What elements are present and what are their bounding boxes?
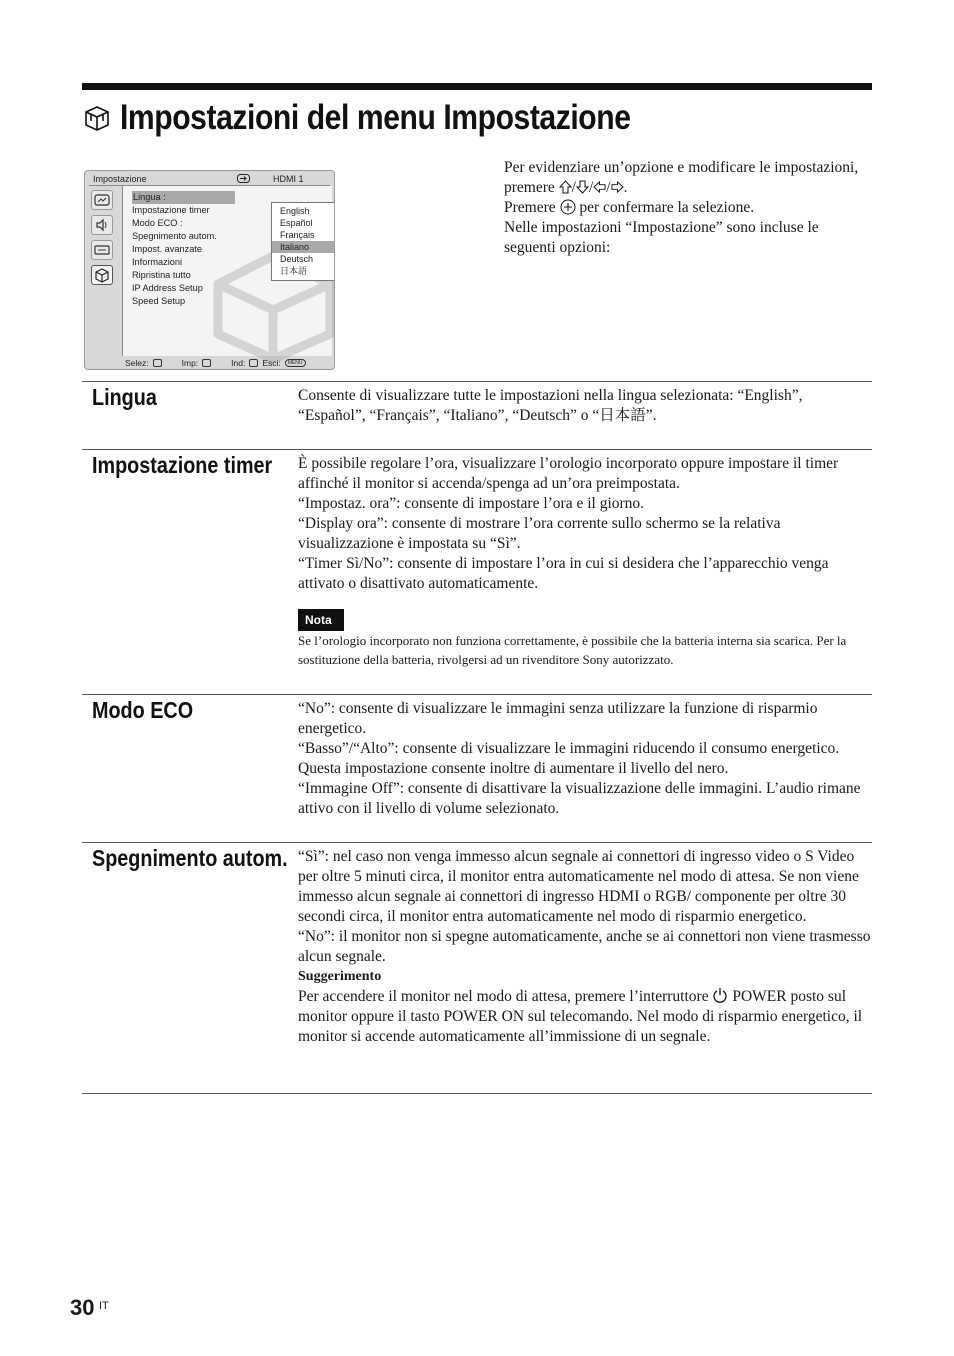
language-option[interactable]: Deutsch	[280, 254, 314, 264]
section-divider	[82, 1093, 872, 1094]
intro-line-1-end: .	[623, 179, 628, 196]
spegnimento-text-2: “No”: il monitor non si spegne automaticamente, anche se ai connettori non viene trasmesso alcun segnale.	[298, 928, 871, 965]
picture-icon[interactable]	[91, 190, 113, 210]
arrow-separator: /	[588, 179, 594, 196]
osd-item-spegnimento[interactable]: Spegnimento autom.	[132, 231, 217, 241]
eco-text-3: “Immagine Off”: consente di disattivare la visualizzazione delle immagini. L’audio rimane attivo con il livello di volume selezionato.	[298, 780, 861, 817]
osd-menu-list	[132, 191, 235, 308]
intro-line-1	[504, 158, 874, 198]
section-divider	[82, 381, 872, 382]
screen-icon[interactable]	[91, 240, 113, 260]
osd-item-avanzate[interactable]: Impost. avanzate	[132, 244, 202, 254]
section-title-eco: Modo ECO	[92, 697, 194, 723]
osd-footer	[125, 358, 306, 368]
section-title-spegnimento: Spegnimento autom.	[92, 845, 288, 871]
language-option[interactable]: Español	[280, 218, 313, 228]
section-body-eco	[298, 699, 872, 819]
lingua-text: Consente di visualizzare tutte le impostazioni nella lingua selezionata: “English”, “Español”, “Français”, “Italiano”, “Deutsch” o “日本語”.	[298, 387, 803, 424]
intro-line-2-end: per confermare la selezione.	[575, 199, 755, 216]
osd-item-lingua[interactable]: Lingua :	[132, 191, 235, 204]
input-icon	[237, 174, 250, 183]
sound-icon[interactable]	[91, 215, 113, 235]
arrow-left-icon	[593, 180, 606, 194]
footer-set-label: Imp:	[181, 358, 199, 368]
intro-line-1-text: Per evidenziare un’opzione e modificare le impostazioni, premere	[504, 159, 859, 196]
intro-line-2-text: Premere	[504, 199, 560, 216]
intro-text	[504, 158, 874, 258]
osd-item-eco[interactable]: Modo ECO :	[132, 218, 183, 228]
page-title	[82, 94, 714, 142]
hint-title: Suggerimento	[298, 969, 382, 984]
select-arrows-icon	[153, 359, 162, 367]
language-option[interactable]: Français	[280, 230, 315, 240]
language-option-selected[interactable]: Italiano	[272, 241, 335, 253]
section-body-lingua	[298, 386, 872, 426]
arrow-up-icon	[559, 180, 572, 194]
menu-button-icon: MENU	[285, 359, 306, 367]
intro-line-3: Nelle impostazioni “Impostazione” sono incluse le seguenti opzioni:	[504, 219, 819, 256]
spegnimento-text-1: “Sì”: nel caso non venga immesso alcun segnale ai connettori di ingresso video o S Video per oltre 5 minuti circa, il monitor entra automaticamente nel modo di attesa. Se non viene immesso alcun segnale ai connettori di ingresso HDMI o RGB/ componente per oltre 30 secondi circa, il monitor entra automaticamente nel modo di risparmio energetico.	[298, 848, 859, 925]
language-option[interactable]: English	[280, 206, 310, 216]
arrow-separator: /	[571, 179, 576, 196]
arrow-right-icon	[611, 180, 624, 194]
timer-text-1: È possibile regolare l’ora, visualizzare l’orologio incorporato oppure impostare il timer affinché il monitor si accenda/spenga ad un’ora preimpostata.	[298, 455, 839, 492]
osd-menu-icons	[91, 190, 119, 290]
footer-back-label: Ind:	[231, 358, 246, 368]
power-icon	[712, 987, 728, 1003]
arrow-separator: /	[606, 179, 611, 196]
section-divider	[82, 694, 872, 695]
osd-item-ip-address[interactable]: IP Address Setup	[132, 283, 203, 293]
hint-text-start: Per accendere il monitor nel modo di attesa, premere l’interruttore	[298, 988, 713, 1005]
section-body-timer	[298, 454, 872, 669]
eco-text-1: “No”: consente di visualizzare le immagini senza utilizzare la funzione di risparmio energetico.	[298, 700, 818, 737]
osd-item-informazioni[interactable]: Informazioni	[132, 257, 183, 267]
page-language-code: IT	[99, 1300, 109, 1312]
page-title-text: Impostazioni del menu Impostazione	[120, 98, 631, 137]
section-divider	[82, 449, 872, 450]
arrow-down-icon	[576, 180, 589, 194]
timer-text-3: “Display ora”: consente di mostrare l’ora corrente sullo schermo se la relativa visualizzazione è impostata su “Sì”.	[298, 515, 781, 552]
section-body-spegnimento	[298, 847, 872, 1047]
osd-item-timer[interactable]: Impostazione timer	[132, 205, 210, 215]
setup-toolbox-icon	[82, 103, 112, 133]
section-title-lingua: Lingua	[92, 384, 157, 410]
setup-icon[interactable]	[91, 265, 113, 285]
enter-icon	[202, 359, 211, 367]
osd-input-label: HDMI 1	[273, 174, 304, 184]
footer-exit-label: Esci:	[262, 358, 281, 368]
section-title-timer: Impostazione timer	[92, 452, 273, 478]
enter-button-icon	[560, 199, 576, 215]
osd-list-panel	[122, 186, 332, 356]
note-text: Se l’orologio incorporato non funziona correttamente, è possibile che la batteria interna sia scarica. Per la sostituzione della batteria, rivolgersi ad un rivenditore Sony autorizzato.	[298, 633, 847, 667]
note-badge: Nota	[298, 609, 344, 631]
back-arrow-icon	[249, 359, 258, 367]
timer-text-4: “Timer Sì/No”: consente di impostare l’ora in cui si desidera che l’apparecchio venga attivato o disattivato automaticamente.	[298, 555, 829, 592]
page-number: 30	[70, 1295, 95, 1320]
footer-select-label: Selez:	[125, 358, 149, 368]
hint-text-end: POWER posto sul monitor oppure il tasto POWER ON sul telecomando. Nel modo di risparmio energetico, il monitor si accende automaticamente all’immissione di un segnale.	[298, 988, 863, 1045]
language-option[interactable]: 日本語	[280, 266, 308, 276]
timer-text-2: “Impostaz. ora”: consente di impostare l’ora e il giorno.	[298, 495, 645, 512]
title-rule	[82, 83, 872, 90]
hint-text	[298, 987, 872, 1047]
intro-line-2	[504, 198, 874, 218]
osd-header: Impostazione	[93, 174, 147, 184]
osd-screenshot	[84, 170, 335, 370]
eco-text-2: “Basso”/“Alto”: consente di visualizzare le immagini riducendo il consumo energetico. Questa impostazione consente inoltre di aumentare il livello del nero.	[298, 740, 840, 777]
osd-item-speed[interactable]: Speed Setup	[132, 296, 186, 306]
language-submenu	[271, 202, 335, 281]
osd-item-ripristina[interactable]: Ripristina tutto	[132, 270, 191, 280]
section-divider	[82, 842, 872, 843]
